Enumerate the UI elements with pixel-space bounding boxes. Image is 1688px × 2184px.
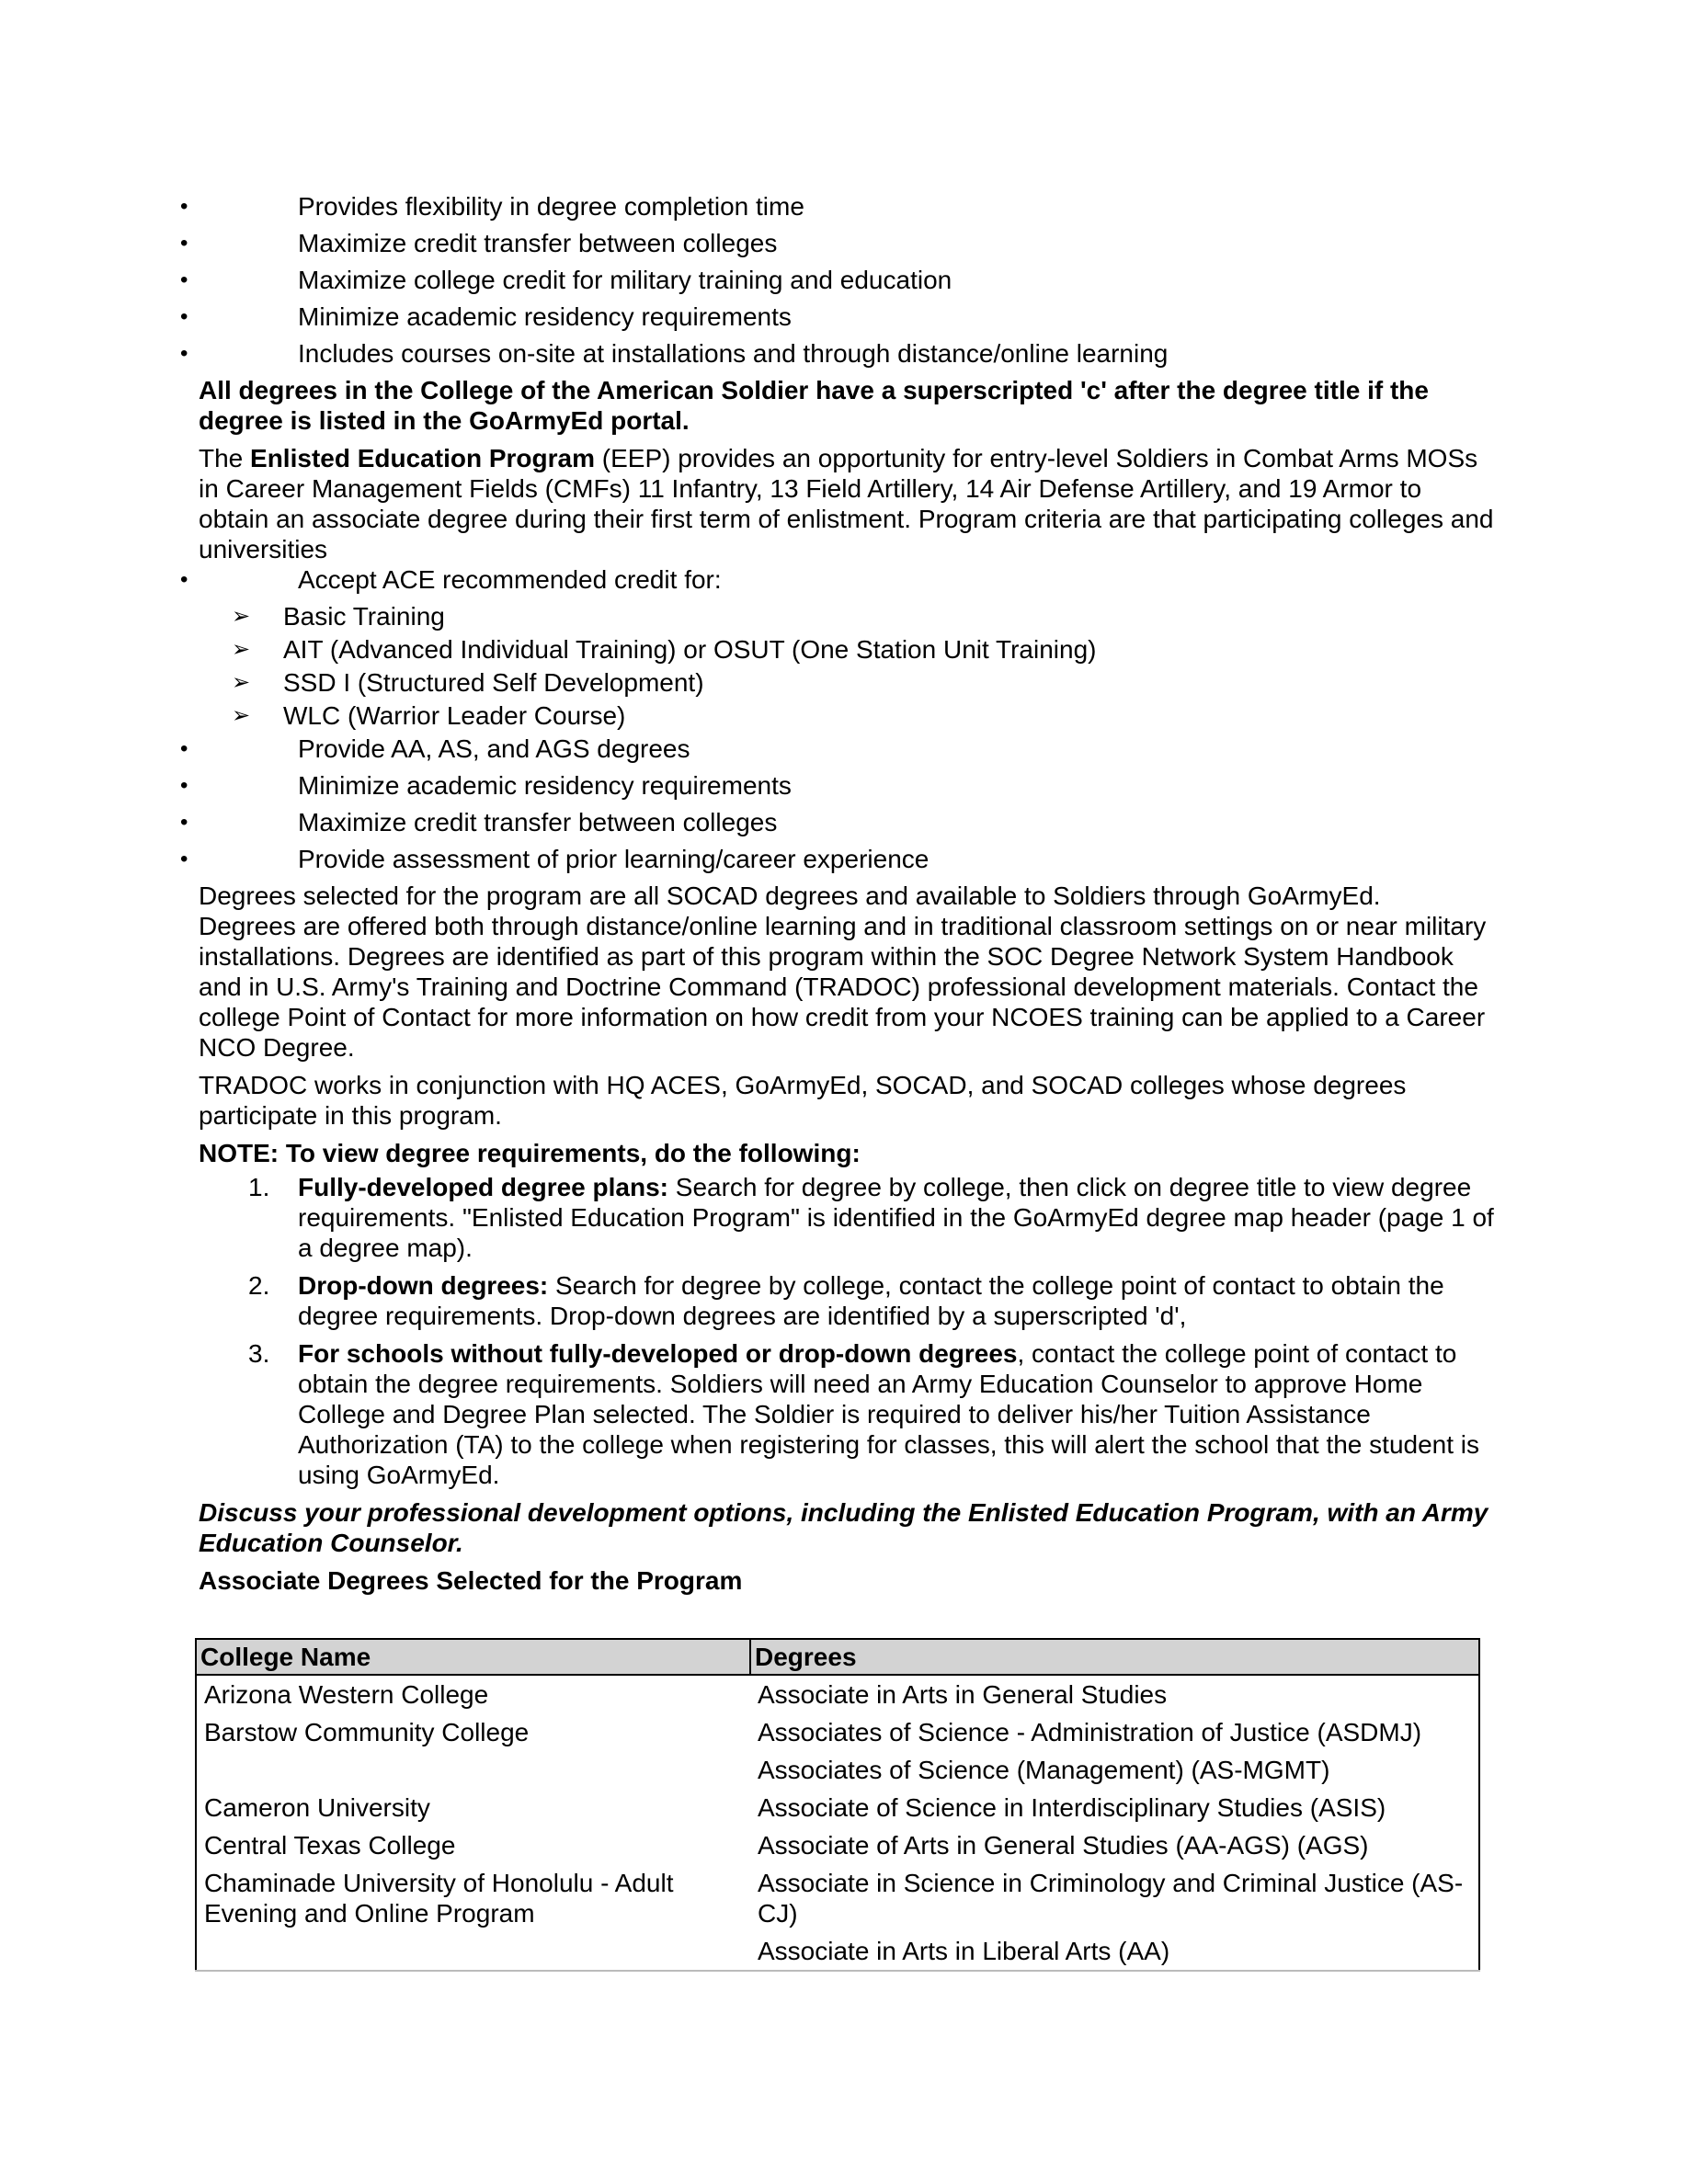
- degrees-paragraph-2: Degrees are offered both through distance/online learning and in traditional classroom settings on or near military installations. Degrees are identified as part of this program within the SOC Degree Network System Handbook and in U.S. Army's Training and Doctrine Command (TRADOC) professional development materials. Contact the college Point of Contact for more information on how credit from your NCOES training can be applied to a Career NCO Degree.: [199, 912, 1487, 1062]
- accept-bullet-list: [0, 564, 1296, 601]
- document-body: [180, 191, 1495, 1596]
- list-item: 2. Drop-down degrees: Search for degree by college, contact the college point of contact to obtain the degree requirements. Drop-down degrees are identified by a superscripted 'd',: [248, 1271, 1444, 1330]
- table-row: [196, 1713, 1479, 1751]
- degree-cell: Associate in Science in Criminology and Criminal Justice (AS-CJ): [758, 1869, 1464, 1928]
- list-item: ➢ AIT (Advanced Individual Training) or OSUT (One Station Unit Training): [232, 635, 1097, 664]
- list-item: 1. Fully-developed degree plans: Search for degree by college, then click on degree title to view degree requirements. "Enlisted Education Program" is identified in the GoArmyEd degree map header (page 1 of a degree map).: [248, 1173, 1494, 1262]
- list-item: • Provide assessment of prior learning/career experience: [180, 845, 930, 873]
- bullet-icon: •: [180, 231, 188, 256]
- note-title: NOTE: To view degree requirements, do the following:: [199, 1139, 861, 1167]
- arrow-icon: ➢: [232, 703, 251, 728]
- degree-cell: Associate in Arts in Liberal Arts (AA): [750, 1932, 1479, 1971]
- degree-cell: Associates of Science - Administration of Justice (ASDMJ): [758, 1718, 1422, 1746]
- list-item: • Accept ACE recommended credit for:: [180, 565, 722, 594]
- tradoc-paragraph: TRADOC works in conjunction with HQ ACES, GoArmyEd, SOCAD, and SOCAD colleges whose degrees participate in this program.: [199, 1071, 1407, 1130]
- arrow-icon: ➢: [232, 604, 251, 629]
- eep-lead: The: [199, 444, 251, 472]
- college-cell: Chaminade University of Honolulu - Adult Evening and Online Program: [204, 1869, 674, 1928]
- list-item: 3. For schools without fully-developed or drop-down degrees, contact the college point of contact to obtain the degree requirements. Soldiers will need an Army Education Counselor to approve Home College and Degree Plan selected. The Soldier is required to deliver his/her Tuition Assistance Authorization (TA) to the college when registering for classes, this will alert the school that the student is using GoArmyEd.: [248, 1339, 1480, 1489]
- list-item: • Includes courses on-site at installations and through distance/online learning: [180, 339, 1169, 368]
- list-item: • Maximize credit transfer between colleges: [180, 229, 778, 257]
- college-cell: Barstow Community College: [204, 1718, 530, 1746]
- college-cell: [196, 1932, 750, 1971]
- degrees-table: [195, 1638, 1480, 1972]
- college-cell: Central Texas College: [204, 1831, 456, 1860]
- list-item: • Maximize college credit for military training and education: [180, 266, 952, 294]
- bullet-icon: •: [180, 773, 188, 798]
- bullet-icon: •: [180, 304, 188, 329]
- list-item: ➢ SSD I (Structured Self Development): [232, 668, 704, 697]
- table-row: [196, 1932, 1479, 1971]
- list-item: ➢ WLC (Warrior Leader Course): [232, 701, 626, 730]
- table-heading: Associate Degrees Selected for the Program: [199, 1566, 743, 1595]
- bullet-icon: •: [180, 810, 188, 835]
- list-item: ➢ Basic Training: [232, 602, 445, 631]
- college-cell: [196, 1751, 750, 1789]
- table-row: [196, 1826, 1479, 1864]
- numbered-list: [199, 1172, 1495, 1490]
- list-item: • Maximize credit transfer between colleges: [180, 808, 778, 836]
- eep-rest: (EEP) provides an opportunity for entry-level Soldiers in Combat Arms MOSs in Career Management Fields (CMFs) 11 Infantry, 13 Field Artillery, 14 Air Defense Artillery, and 19 Armor to obtain an associate degree during their first term of enlistment. Program criteria are that participating colleges and universities: [199, 444, 1494, 563]
- arrow-icon: ➢: [232, 637, 251, 662]
- degree-cell: Associate of Arts in General Studies (AA-AGS) (AGS): [758, 1831, 1369, 1860]
- college-cell: Arizona Western College: [204, 1680, 489, 1709]
- column-header-degrees: Degrees: [750, 1639, 1479, 1675]
- bullet-icon: •: [180, 847, 188, 871]
- degree-cell: Associates of Science (Management) (AS-MGMT): [758, 1756, 1330, 1784]
- arrow-list: [199, 601, 1495, 734]
- table-row: [196, 1789, 1479, 1826]
- eep-paragraph: [199, 443, 1495, 564]
- list-item: • Minimize academic residency requirements: [180, 771, 792, 800]
- list-item: • Provide AA, AS, and AGS degrees: [180, 734, 690, 763]
- discuss-note: Discuss your professional development options, including the Enlisted Education Program, with an Army Education Counselor.: [199, 1498, 1488, 1557]
- degrees-paragraph-1: Degrees selected for the program are all SOCAD degrees and available to Soldiers through GoArmyEd.: [199, 882, 1381, 910]
- eep-bold: Enlisted Education Program: [250, 444, 595, 472]
- college-cell: Cameron University: [204, 1793, 430, 1822]
- degree-cell: Associate in Arts in General Studies: [758, 1680, 1168, 1709]
- criteria-bullet-list: [0, 734, 1296, 881]
- top-bullet-list: [0, 191, 1296, 375]
- list-item: • Provides flexibility in degree completion time: [180, 192, 804, 221]
- degree-cell: Associate of Science in Interdisciplinary Studies (ASIS): [758, 1793, 1386, 1822]
- column-header-college: College Name: [196, 1639, 750, 1675]
- table-row: [196, 1864, 1479, 1932]
- bullet-icon: •: [180, 341, 188, 366]
- bullet-icon: •: [180, 267, 188, 292]
- bullet-icon: •: [180, 736, 188, 761]
- table-row: [196, 1751, 1479, 1789]
- list-item: • Minimize academic residency requirements: [180, 302, 792, 331]
- table-header-row: [196, 1639, 1479, 1675]
- table-row: [196, 1675, 1479, 1713]
- bullet-icon: •: [180, 567, 188, 592]
- bullet-icon: •: [180, 194, 188, 219]
- arrow-icon: ➢: [232, 670, 251, 695]
- superscript-note: All degrees in the College of the American Soldier have a superscripted 'c' after the degree title if the degree is listed in the GoArmyEd portal.: [199, 376, 1429, 435]
